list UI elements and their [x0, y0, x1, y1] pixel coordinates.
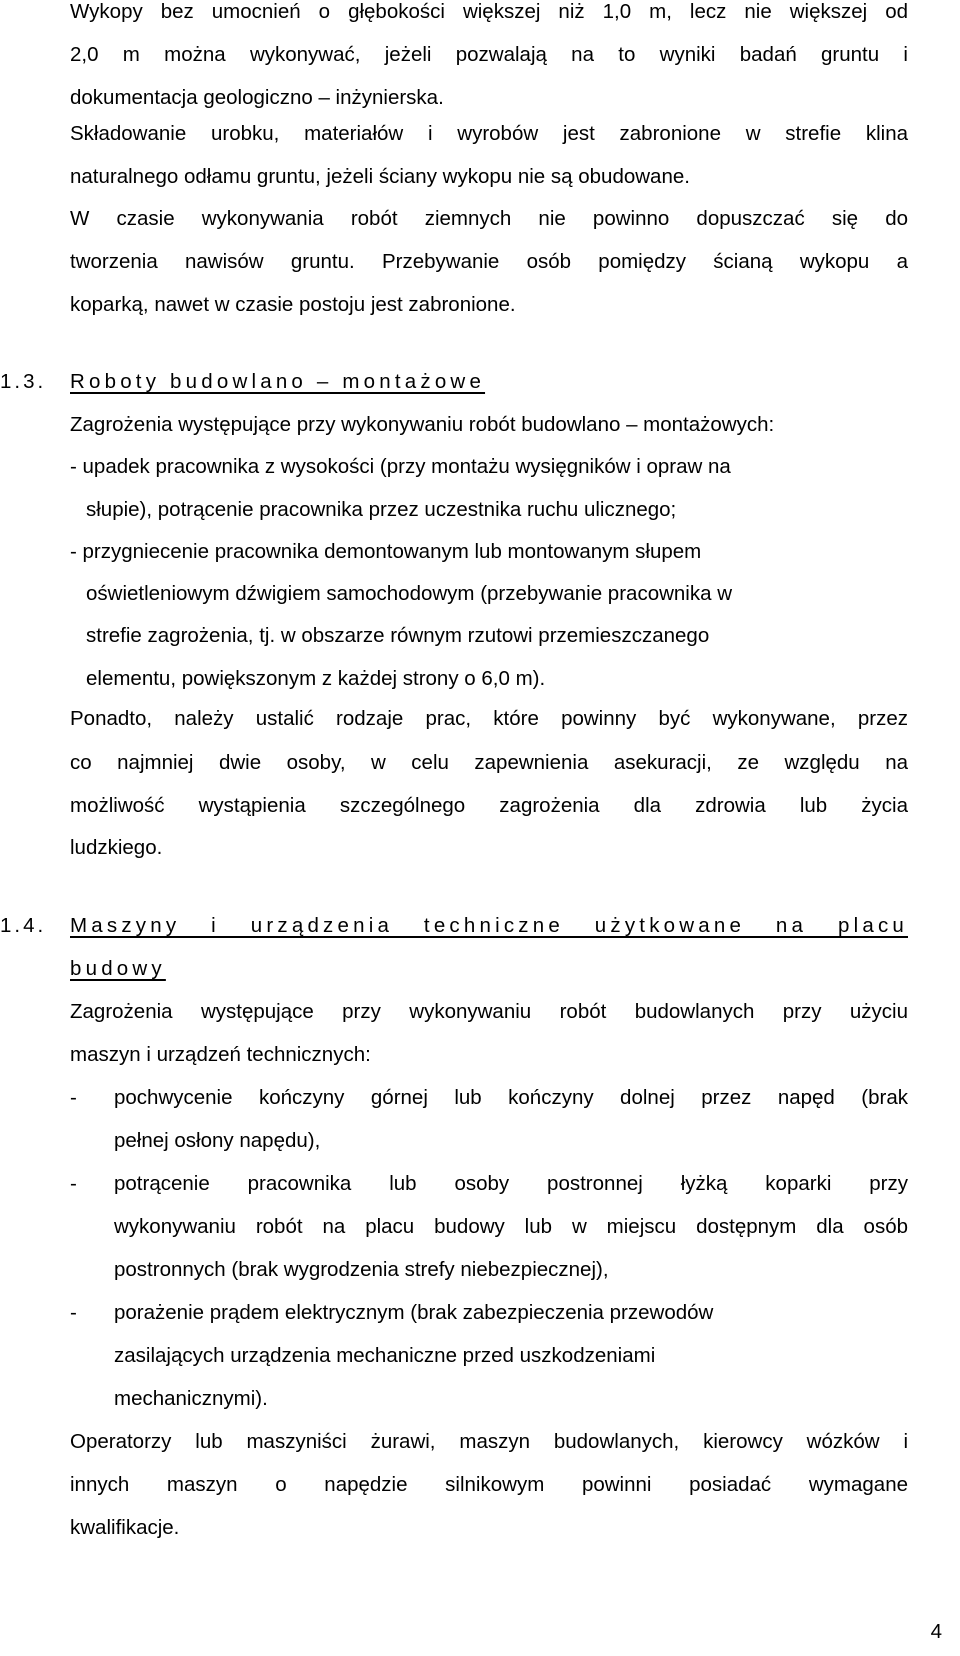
list-item-cont: strefie zagrożenia, tj. w obszarze równym rzutowi przemieszczanego	[86, 624, 710, 647]
list-item-cont: mechanicznymi).	[114, 1387, 268, 1410]
section-title-cont-text: budowy	[70, 957, 166, 980]
list-item-cont: postronnych (brak wygrodzenia strefy niebezpiecznej),	[114, 1258, 609, 1281]
list-item: porażenie prądem elektrycznym (brak zabezpieczenia przewodów	[114, 1301, 714, 1324]
text-line: Zagrożenia występujące przy wykonywaniu robót budowlanych przy użyciu	[70, 1000, 908, 1023]
list-item-cont: oświetleniowym dźwigiem samochodowym (przebywanie pracownika w	[86, 582, 733, 605]
text-line: Wykopy bez umocnień o głębokości większej niż 1,0 m, lecz nie większej od	[70, 0, 908, 23]
list-item: potrącenie pracownika lub osoby postronnej łyżką koparki przy	[114, 1172, 908, 1195]
list-item-cont: elementu, powiększonym z każdej strony o 6,0 m).	[86, 667, 546, 690]
text-line: ludzkiego.	[70, 836, 163, 859]
text-line: możliwość wystąpienia szczególnego zagrożenia dla zdrowia lub życia	[70, 794, 908, 817]
text-line: dokumentacja geologiczno – inżynierska.	[70, 86, 444, 109]
list-dash: -	[70, 1172, 77, 1195]
text-line: Składowanie urobku, materiałów i wyrobów jest zabronione w strefie klina	[70, 122, 908, 145]
text-line: co najmniej dwie osoby, w celu zapewnienia asekuracji, ze względu na	[70, 751, 908, 774]
list-item-cont: zasilających urządzenia mechaniczne przed uszkodzeniami	[114, 1344, 656, 1367]
section-heading-1-3	[0, 360, 908, 404]
section-title: Roboty budowlano – montażowe	[70, 370, 486, 393]
text-line: 2,0 m można wykonywać, jeżeli pozwalają na to wyniki badań gruntu i	[70, 43, 908, 66]
section-number: 1.3.	[0, 370, 47, 393]
text-line: W czasie wykonywania robót ziemnych nie powinno dopuszczać się do	[70, 207, 908, 230]
text-line: naturalnego odłamu gruntu, jeżeli ściany wykopu nie są obudowane.	[70, 165, 690, 188]
text-line: maszyn i urządzeń technicznych:	[70, 1043, 371, 1066]
section-number: 1.4.	[0, 914, 47, 937]
section-heading-1-4	[0, 904, 908, 948]
list-item: pochwycenie kończyny górnej lub kończyny dolnej przez napęd (brak	[114, 1086, 908, 1109]
list-item-cont: słupie), potrącenie pracownika przez uczestnika ruchu ulicznego;	[86, 498, 677, 521]
list-dash: -	[70, 1301, 77, 1324]
text-line: Ponadto, należy ustalić rodzaje prac, które powinny być wykonywane, przez	[70, 707, 908, 730]
text-line: innych maszyn o napędzie silnikowym powinni posiadać wymagane	[70, 1473, 908, 1496]
text-line: koparką, nawet w czasie postoju jest zabronione.	[70, 293, 516, 316]
list-item-cont: wykonywaniu robót na placu budowy lub w miejscu dostępnym dla osób	[114, 1215, 908, 1238]
section-title: Maszyny i urządzenia techniczne użytkowane na placu	[70, 914, 908, 937]
section-title-cont	[70, 947, 908, 991]
text-line: kwalifikacje.	[70, 1516, 180, 1539]
list-item: - upadek pracownika z wysokości (przy montażu wysięgników i opraw na	[70, 455, 731, 478]
text-line: tworzenia nawisów gruntu. Przebywanie osób pomiędzy ścianą wykopu a	[70, 250, 908, 273]
page-number: 4	[930, 1620, 942, 1643]
list-item-cont: pełnej osłony napędu),	[114, 1129, 321, 1152]
text-line: Operatorzy lub maszyniści żurawi, maszyn budowlanych, kierowcy wózków i	[70, 1430, 908, 1453]
list-dash: -	[70, 1086, 77, 1109]
list-item: - przygniecenie pracownika demontowanym lub montowanym słupem	[70, 540, 702, 563]
text-line: Zagrożenia występujące przy wykonywaniu robót budowlano – montażowych:	[70, 413, 775, 436]
